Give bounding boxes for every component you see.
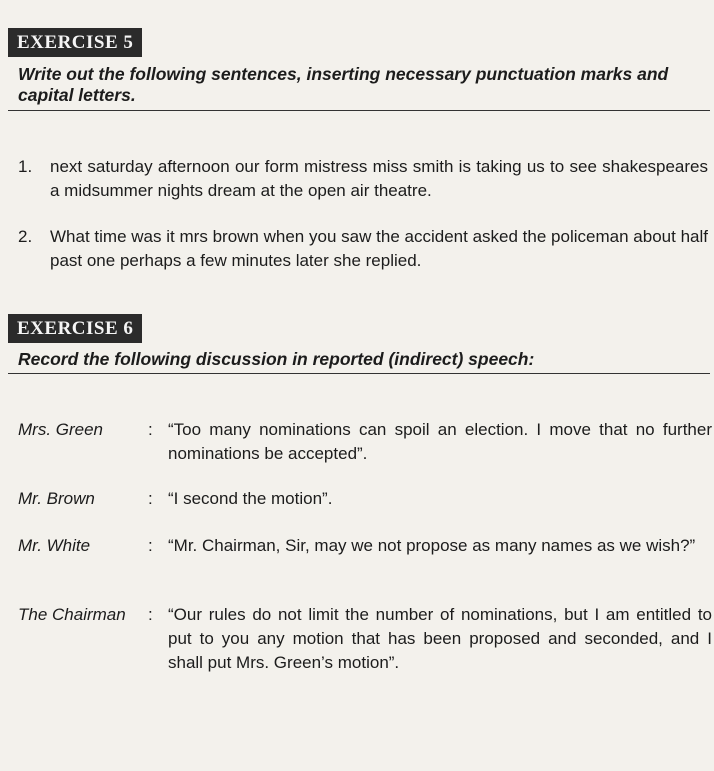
exercise-5-divider [8,110,710,111]
speech-line-mr-brown [18,487,712,511]
speaker-colon: : [148,420,153,439]
speech-line-the-chairman [18,603,712,675]
exercise-5-instruction: Write out the following sentences, inserting necessary punctuation marks and capital letters. [18,64,669,105]
exercise-5-item-2 [18,225,708,273]
speaker-name: Mrs. Green [18,420,104,439]
speech-line-mrs-green [18,418,712,466]
exercise-6-instruction: Record the following discussion in reported (indirect) speech: [18,349,535,369]
exercise-5-label: EXERCISE 5 [8,28,142,57]
speaker-colon: : [148,605,153,624]
speaker-name: The Chairman [18,605,126,624]
exercise-6-label: EXERCISE 6 [8,314,142,343]
speech-text: “Too many nominations can spoil an election. I move that no further nominations be accepted”. [168,420,712,463]
speaker-name: Mr. White [18,536,91,555]
speech-line-mr-white [18,534,712,558]
speech-text: “Our rules do not limit the number of nominations, but I am entitled to put to you any motion that has been proposed and seconded, and I shall put Mrs. Green’s motion”. [168,605,712,672]
speech-text: “I second the motion”. [168,489,333,508]
exercise-6-divider [8,373,710,374]
item-number: 1. [18,157,33,176]
item-text: next saturday afternoon our form mistress miss smith is taking us to see shakespeares a midsummer nights dream at the open air theatre. [50,157,708,200]
speech-text: “Mr. Chairman, Sir, may we not propose as many names as we wish?” [168,536,696,555]
speaker-colon: : [148,489,153,508]
exercise-5-item-1 [18,155,708,203]
speaker-colon: : [148,536,153,555]
item-number: 2. [18,227,33,246]
speaker-name: Mr. Brown [18,489,95,508]
item-text: What time was it mrs brown when you saw the accident asked the policeman about half past one perhaps a few minutes later she replied. [50,227,708,270]
